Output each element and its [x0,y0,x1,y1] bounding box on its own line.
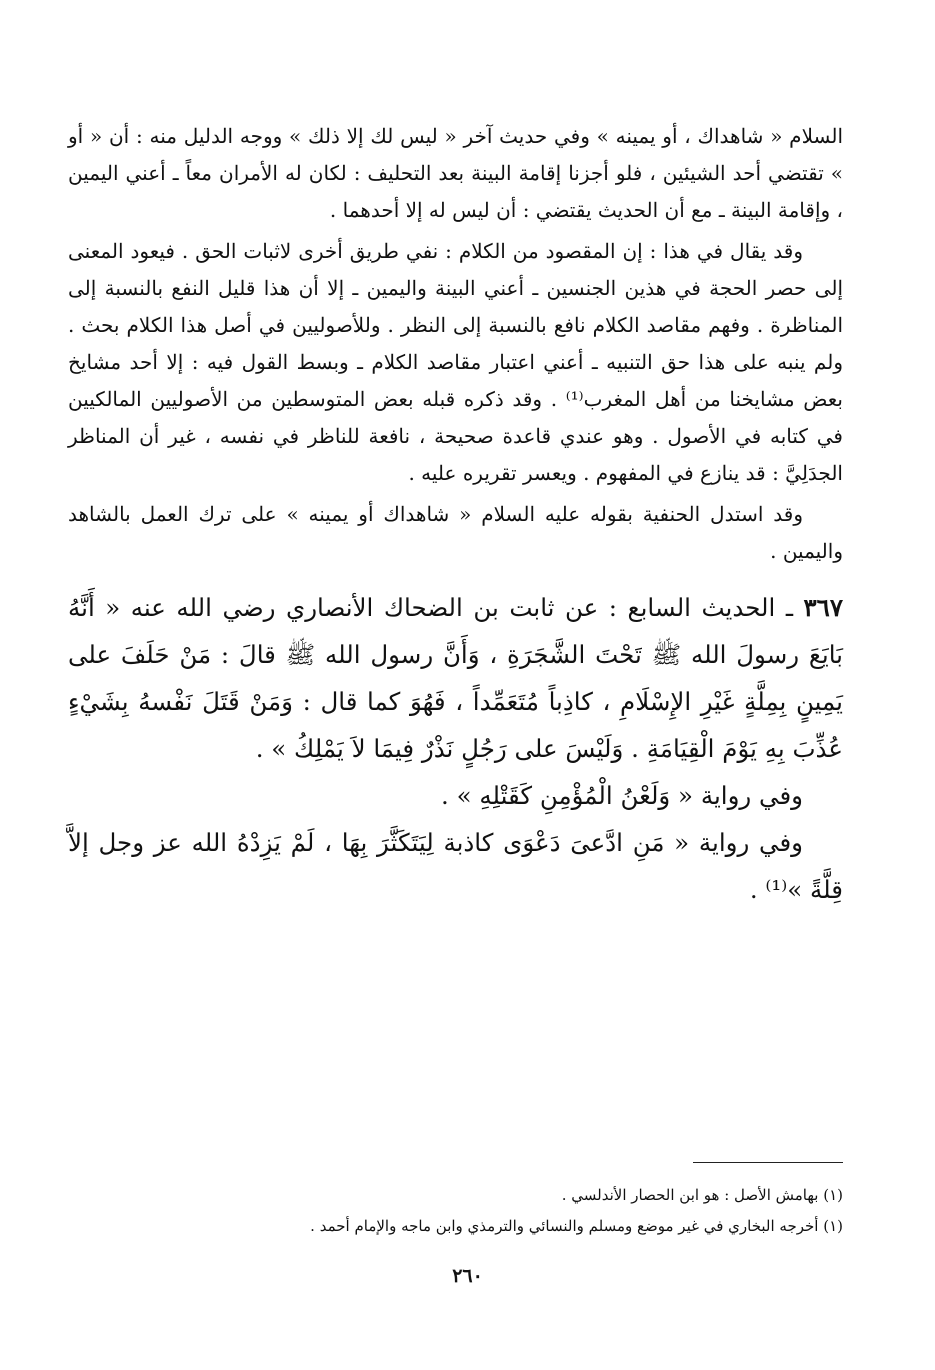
page-number: ٢٦٠ [452,1265,483,1287]
hadith-block [68,584,843,913]
footnotes [68,1180,843,1242]
footnote-separator [693,1162,843,1163]
paragraph-commentary: وقد يقال في هذا : إن المقصود من الكلام : نفي طريق أخرى لاثبات الحق . فيعود المعنى إلى حصر الحجة في هذين الجنسين ـ أعني البينة واليمين ـ إلا أن هذا قليل النفع بالنسبة إلى المناظرة . وفهم مقاصد الكلام نافع بالنسبة إلى النظر . وللأصوليين في أصل هذا الكلام بحث . ولم ينبه على هذا حق التنبيه ـ أعني اعتبار مقاصد الكلام ـ وبسط القول فيه : إلا أحد مشايخ بعض مشايخنا من أهل المغرب⁽¹⁾ . وقد ذكره قبله بعض المتوسطين من الأصوليين المالكيين في كتابه في الأصول . وهو عندي قاعدة صحيحة ، نافعة للناظر في نفسه ، غير أن المناظر الجدَلِيَّ : قد ينازع في المفهوم . ويعسر تقريره عليه . [68,239,843,485]
hadith-text: ـ الحديث السابع : عن ثابت بن الضحاك الأنصاري رضي الله عنه « أَنَّهُ بَايَعَ رسولَ الله ﷺ تَحْتَ الشَّجَرَةِ ، وَأَنَّ رسول الله ﷺ قالَ : مَنْ حَلَفَ على يَمِينٍ بِمِلَّةٍ غَيْرِ الإِسْلَامِ ، كاذِباً مُتَعَمِّداً ، فَهُوَ كما قال : وَمَنْ قَتَلَ نَفْسهُ بِشَيْءٍ عُذِّبَ بِهِ يَوْمَ الْقِيَامَةِ . وَلَيْسَ على رَجُلٍ نَذْرٌ فِيمَا لاَ يَمْلِكُ » . [68,593,843,763]
paragraph-hanafi: وقد استدل الحنفية بقوله عليه السلام « شاهداك أو يمينه » على ترك العمل بالشاهد واليمين . [68,502,843,563]
hadith-riwaya-2: وفي رواية « مَنِ ادَّعىَ دَعْوَى كاذبة لِيَتَكَثَّرَ بِهَا ، لَمْ يَزِدْهُ الله عز وجل إلاَّ قِلَّةً »⁽¹⁾ . [68,828,843,904]
paragraph-continuation: السلام « شاهداك ، أو يمينه » وفي حديث آخر « ليس لك إلا ذلك » ووجه الدليل منه : أن « أو » تقتضي أحد الشيئين ، فلو أجزنا إقامة البينة بعد التحليف : لكان له الأمران معاً ـ أعني اليمين ، وإقامة البينة ـ مع أن الحديث يقتضي : أن ليس له إلا أحدهما . [68,124,843,222]
hadith-riwaya-1: وفي رواية « وَلَعْنُ الْمُؤْمِنِ كَقَتْلِهِ » . [441,781,803,810]
footnote-2: (١) أخرجه البخاري في غير موضع ومسلم والنسائي والترمذي وابن ماجه والإمام أحمد . [310,1217,843,1235]
footnote-1: (١) بهامش الأصل : هو ابن الحصار الأندلسي . [561,1186,843,1204]
hadith-number: ٣٦٧ [803,593,843,622]
